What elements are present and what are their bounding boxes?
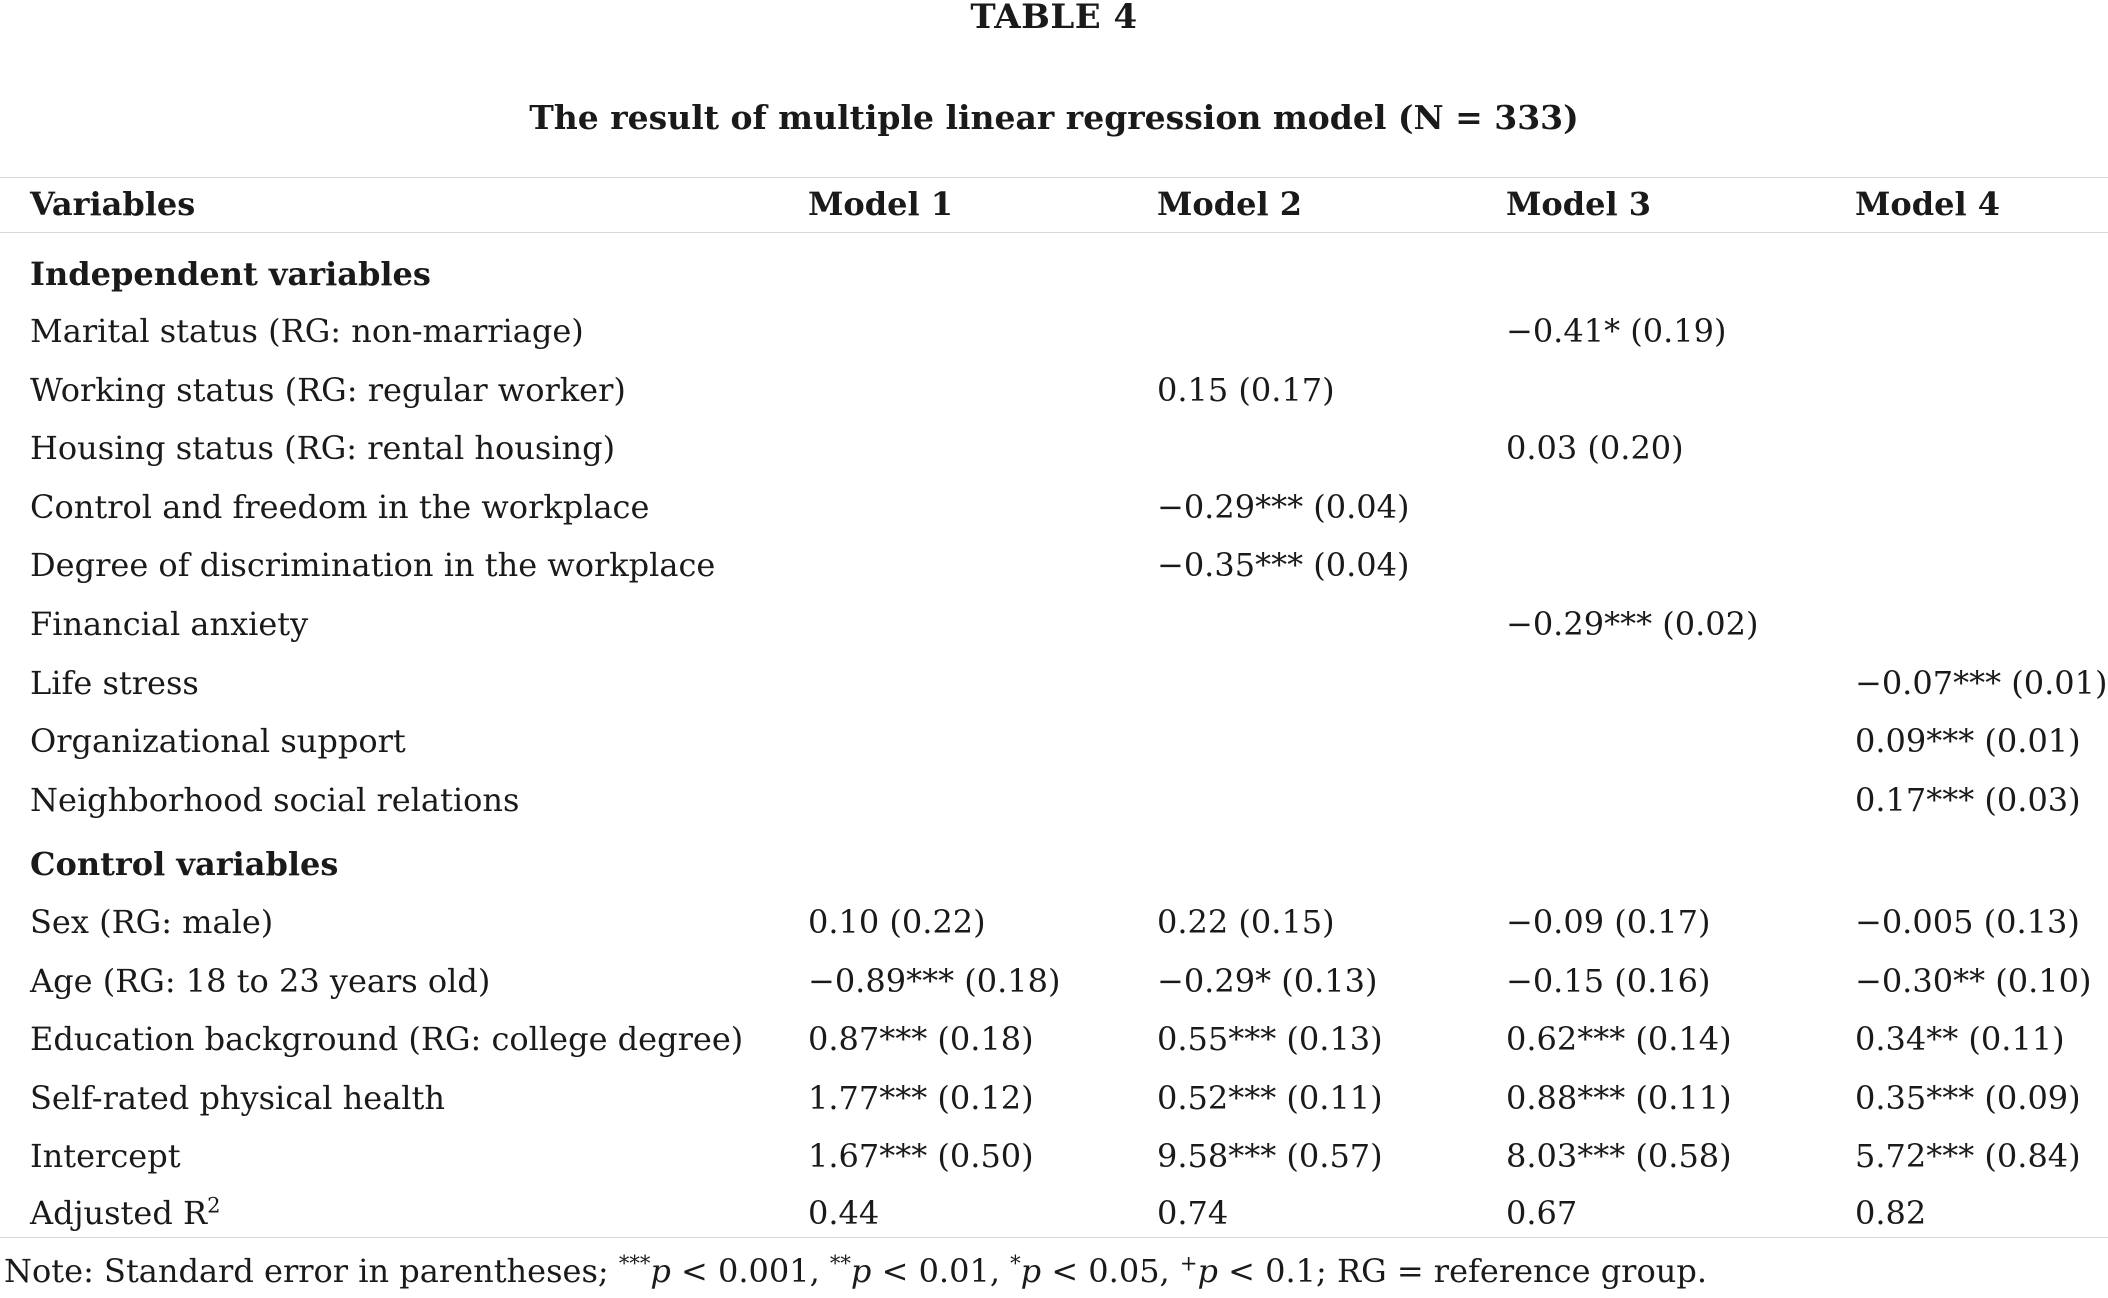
row-label: Education background (RG: college degree) — [30, 1020, 744, 1059]
row-label: Marital status (RG: non-marriage) — [30, 312, 584, 350]
cell-model-4: −0.30** (0.10) — [1855, 961, 2092, 1000]
cell-model-4: 0.17*** (0.03) — [1855, 780, 2081, 819]
cell-model-3: 8.03*** (0.58) — [1506, 1137, 1732, 1176]
cell-model-3: −0.41* (0.19) — [1506, 312, 1727, 350]
cell-model-2: −0.29*** (0.04) — [1157, 487, 1410, 526]
row-label: Working status (RG: regular worker) — [30, 370, 626, 409]
table-row — [0, 1069, 2108, 1127]
cell-model-4: 5.72*** (0.84) — [1855, 1137, 2081, 1176]
cell-model-4: −0.005 (0.13) — [1855, 903, 2080, 941]
row-label: Life stress — [30, 663, 199, 702]
table-row — [0, 771, 2108, 829]
table-row — [0, 361, 2108, 419]
row-label: Sex (RG: male) — [30, 903, 274, 941]
cell-model-4: 0.35*** (0.09) — [1855, 1078, 2081, 1117]
cell-model-2: 0.74 — [1157, 1194, 1229, 1232]
table-row — [0, 1127, 2108, 1185]
row-label: Adjusted $R^2$ — [30, 1193, 221, 1232]
table-caption: The result of multiple linear regression model (N = 333) — [529, 98, 1579, 137]
cell-model-2: 0.15 (0.17) — [1157, 370, 1335, 409]
row-label: Housing status (RG: rental housing) — [30, 429, 616, 468]
table-note: Note: Standard error in parentheses; ***p < 0.001, **p < 0.01, *p < 0.05, +p < 0.1; RG = reference group. — [4, 1251, 1707, 1290]
header-model-4: Model 4 — [1855, 185, 2001, 223]
section-independent — [0, 245, 2108, 303]
table-row — [0, 952, 2108, 1010]
header-rule — [0, 232, 2108, 233]
table-row — [0, 478, 2108, 536]
row-label: Financial anxiety — [30, 605, 309, 643]
table-row — [0, 712, 2108, 770]
table-row — [0, 536, 2108, 594]
row-label: Self-rated physical health — [30, 1078, 445, 1117]
header-variables: Variables — [30, 185, 196, 223]
section-label: Control variables — [30, 845, 339, 883]
cell-model-4: 0.09*** (0.01) — [1855, 722, 2081, 761]
header-model-1: Model 1 — [808, 185, 954, 223]
cell-model-2: 0.52*** (0.11) — [1157, 1078, 1383, 1117]
row-label: Neighborhood social relations — [30, 780, 520, 819]
cell-model-3: −0.15 (0.16) — [1506, 961, 1711, 1000]
row-label: Organizational support — [30, 722, 406, 761]
cell-model-2: 9.58*** (0.57) — [1157, 1137, 1383, 1176]
cell-model-4: 0.34** (0.11) — [1855, 1020, 2065, 1059]
table-row — [0, 302, 2108, 360]
cell-model-2: 0.55*** (0.13) — [1157, 1020, 1383, 1059]
row-label: Age (RG: 18 to 23 years old) — [30, 961, 491, 1000]
cell-model-3: −0.29*** (0.02) — [1506, 605, 1759, 643]
cell-model-4: −0.07*** (0.01) — [1855, 663, 2108, 702]
cell-model-1: 0.44 — [808, 1194, 880, 1232]
table-label: TABLE 4 — [970, 0, 1138, 37]
table-row — [0, 1010, 2108, 1068]
cell-model-3: −0.09 (0.17) — [1506, 903, 1711, 941]
cell-model-3: 0.03 (0.20) — [1506, 429, 1684, 468]
cell-model-3: 0.88*** (0.11) — [1506, 1078, 1732, 1117]
table-row — [0, 419, 2108, 477]
table-row — [0, 654, 2108, 712]
table-row — [0, 893, 2108, 951]
cell-model-1: 0.87*** (0.18) — [808, 1020, 1034, 1059]
cell-model-1: 1.77*** (0.12) — [808, 1078, 1034, 1117]
cell-model-2: −0.29* (0.13) — [1157, 961, 1378, 1000]
cell-model-2: −0.35*** (0.04) — [1157, 546, 1410, 585]
table-row — [0, 595, 2108, 653]
cell-model-3: 0.62*** (0.14) — [1506, 1020, 1732, 1059]
header-model-3: Model 3 — [1506, 185, 1652, 223]
cell-model-4: 0.82 — [1855, 1194, 1927, 1232]
section-label: Independent variables — [30, 255, 431, 293]
cell-model-2: 0.22 (0.15) — [1157, 903, 1335, 941]
cell-model-1: 0.10 (0.22) — [808, 903, 986, 941]
header-row — [0, 175, 2108, 233]
adjusted-r2-row — [0, 1184, 2108, 1242]
cell-model-1: 1.67*** (0.50) — [808, 1137, 1034, 1176]
cell-model-1: −0.89*** (0.18) — [808, 961, 1061, 1000]
row-label: Control and freedom in the workplace — [30, 487, 650, 526]
cell-model-3: 0.67 — [1506, 1194, 1578, 1232]
header-model-2: Model 2 — [1157, 185, 1303, 223]
row-label: Degree of discrimination in the workplace — [30, 546, 716, 585]
section-control — [0, 835, 2108, 893]
bottom-rule — [0, 1237, 2108, 1238]
row-label: Intercept — [30, 1137, 181, 1176]
